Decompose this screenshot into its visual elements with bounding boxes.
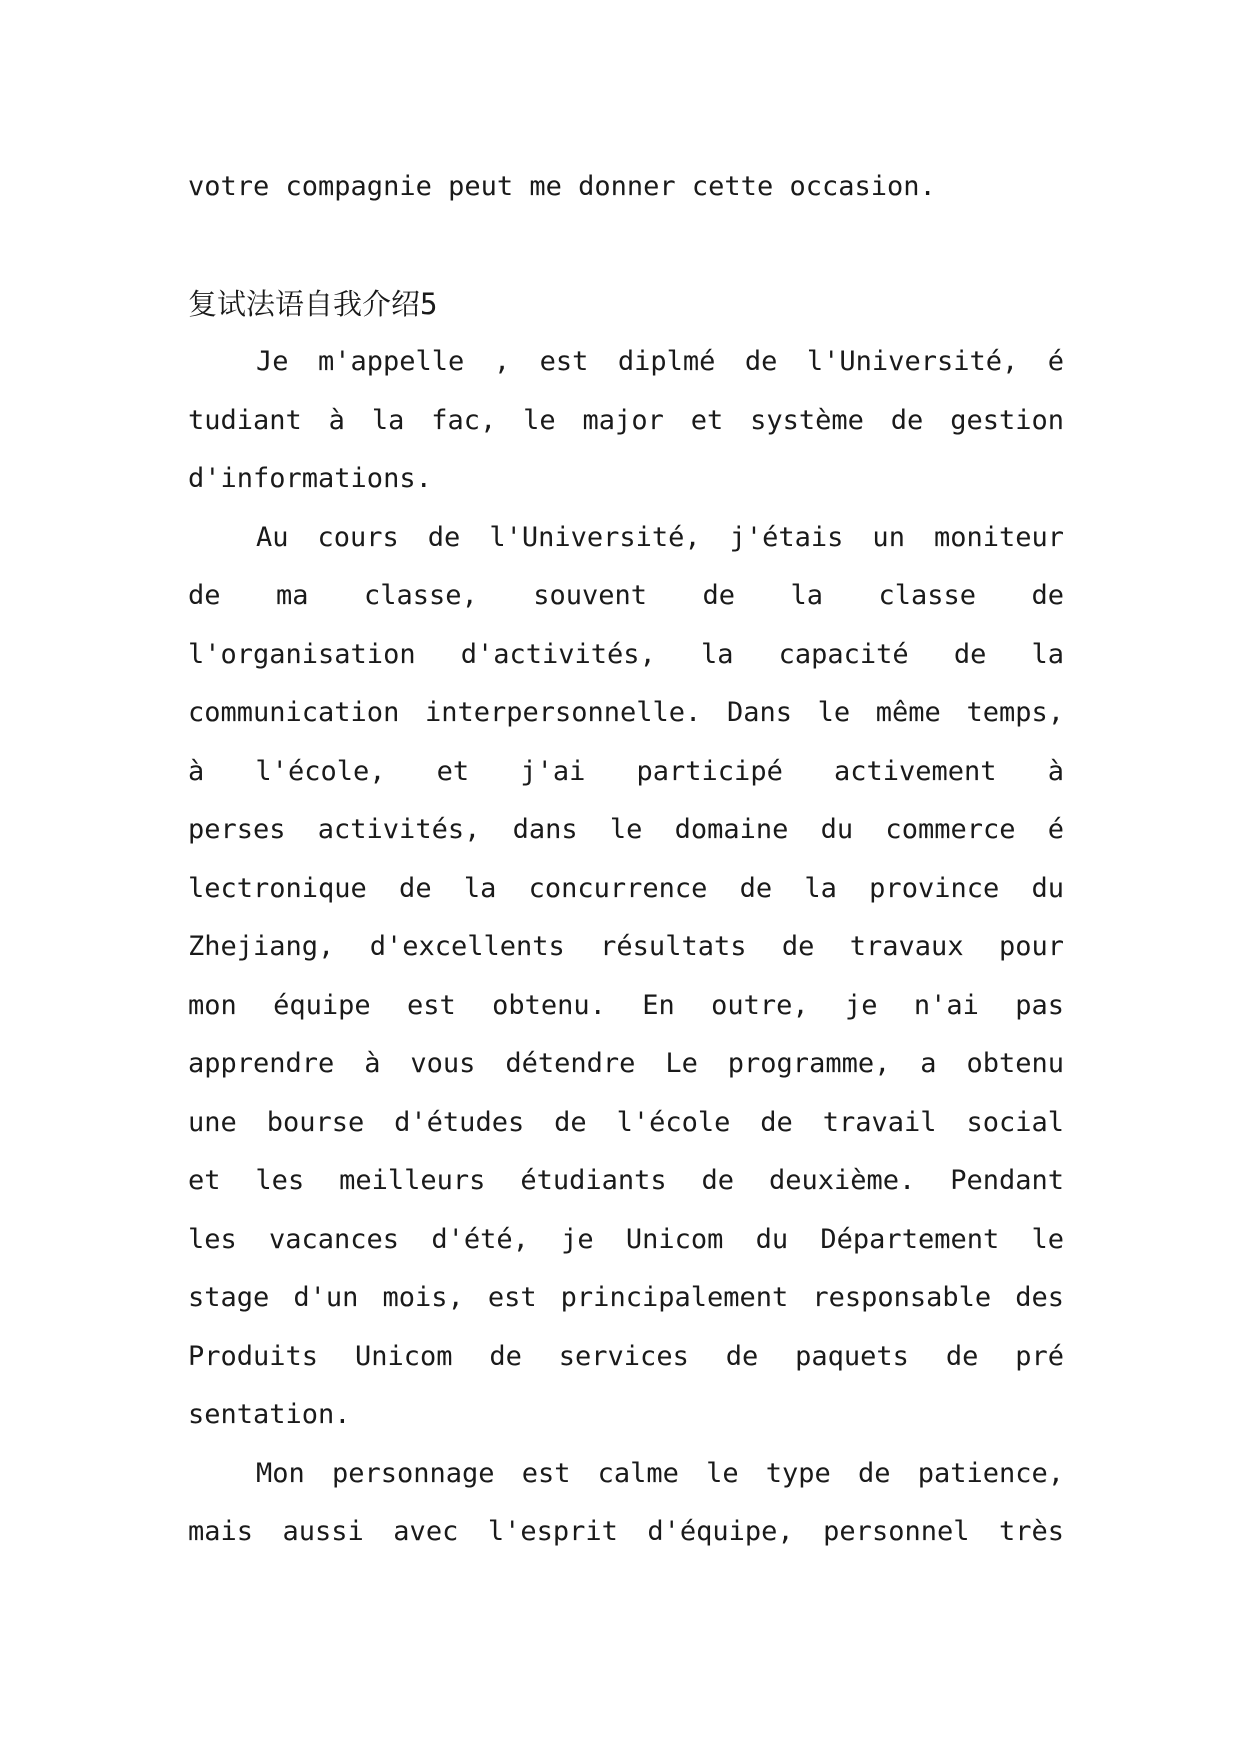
text-line: perses activités, dans le domaine du commerce é [188, 814, 1064, 845]
text-line: apprendre à vous détendre Le programme, a obtenu [188, 1048, 1064, 1079]
text-line: votre compagnie peut me donner cette occasion. [188, 171, 936, 202]
text-line: Au cours de l'Université, j'étais un moniteur [256, 521, 1064, 553]
text-line: lectronique de la concurrence de la province du [188, 872, 1064, 904]
carryover-paragraph [188, 158, 1064, 217]
text-line: Je m'appelle , est diplmé de l'Université, é [256, 346, 1064, 377]
text-line: l'organisation d'activités, la capacité de la [188, 638, 1064, 670]
text-line: les vacances d'été, je Unicom du Département le [188, 1223, 1064, 1255]
section-heading: 复试法语自我介绍5 [188, 287, 438, 321]
text-line: communication interpersonnelle. Dans le même temps, [188, 697, 1064, 728]
text-line: à l'école, et j'ai participé activement à [188, 755, 1064, 787]
text-line: mais aussi avec l'esprit d'équipe, personnel très [188, 1516, 1064, 1547]
text-line: tudiant à la fac, le major et système de gestion [188, 404, 1064, 436]
text-line: de ma classe, souvent de la classe de [188, 580, 1064, 611]
text-line: Mon personnage est calme le type de patience, [256, 1457, 1064, 1489]
text-line: d'informations. [188, 463, 432, 494]
text-line: stage d'un mois, est principalement responsable des [188, 1282, 1064, 1313]
text-line: mon équipe est obtenu. En outre, je n'ai pas [188, 989, 1064, 1021]
text-line: une bourse d'études de l'école de travail social [188, 1106, 1064, 1138]
body-paragraphs [188, 333, 1064, 1562]
text-line: et les meilleurs étudiants de deuxième. Pendant [188, 1165, 1064, 1196]
text-line: sentation. [188, 1399, 351, 1430]
text-line: Produits Unicom de services de paquets de pré [188, 1340, 1064, 1372]
text-line: Zhejiang, d'excellents résultats de travaux pour [188, 931, 1064, 962]
